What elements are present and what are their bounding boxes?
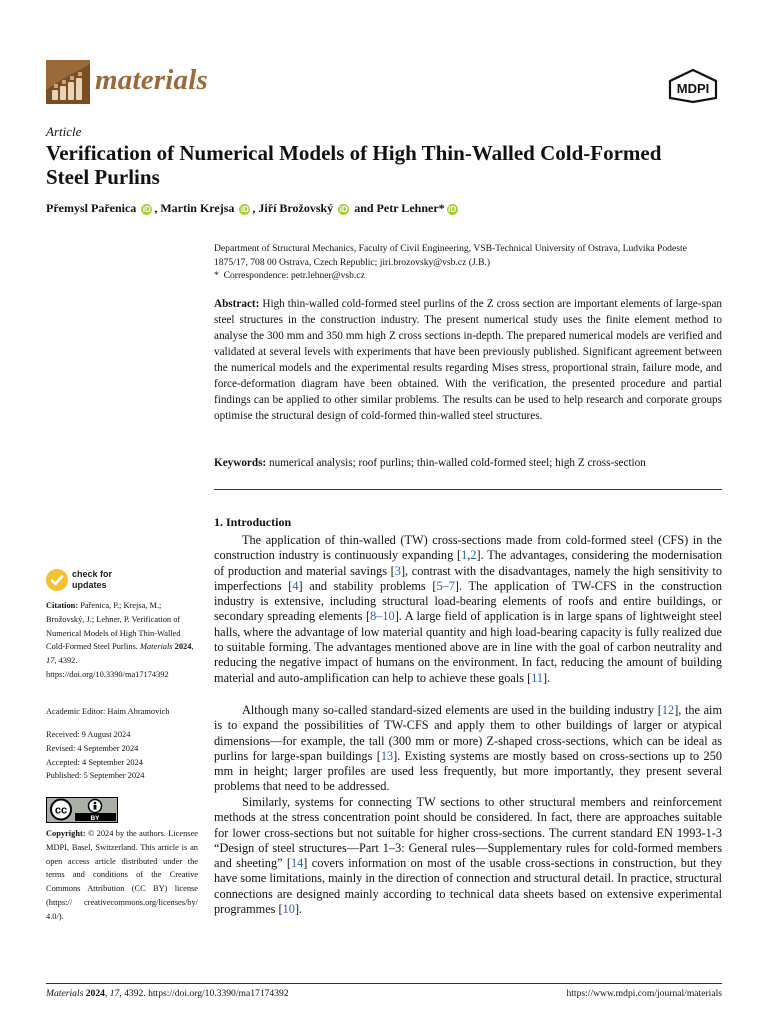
footer-journal-url[interactable]: https://www.mdpi.com/journal/materials bbox=[566, 988, 722, 999]
author-name[interactable]: Petr Lehner bbox=[376, 201, 439, 215]
footer-divider bbox=[46, 983, 722, 984]
author-separator: , bbox=[252, 201, 259, 215]
correspondence-marker: * bbox=[214, 270, 219, 281]
by-icon: BY bbox=[90, 815, 100, 821]
check-updates-icon bbox=[46, 569, 68, 591]
correspondence-line bbox=[214, 269, 722, 283]
body-paragraph: Similarly, systems for connecting TW sections to other structural members and reinforcement methods at the stress concentration point should be considered. In fact, there are approaches suitable for lower cross-sections but not suitable for higher cross-sections. The current standard EN 1993-1-3 “Design of steel structures—Part 1–3: General rules—Supplementary rules for cold-formed members and sheeting” [14] covers information on most of the usable cross-sections in construction, but they have some limitations, mainly in the direction of connection and structural detail. In practice, structural connections are designed mainly according to technical data sheets based on extensive experimental programmes [10]. bbox=[214, 795, 722, 917]
author-separator: and bbox=[351, 201, 377, 215]
check-updates-label: updates bbox=[72, 580, 107, 590]
abstract bbox=[214, 296, 722, 424]
article-title: Verification of Numerical Models of High Thin-Walled Cold-Formed Steel Purlins bbox=[46, 141, 662, 189]
mdpi-logo-icon[interactable] bbox=[666, 68, 720, 104]
footer-volume: 17 bbox=[109, 988, 120, 999]
corresponding-marker: * bbox=[438, 201, 445, 215]
citation-block: Citation: Pařenica, P.; Krejsa, M.; Brožovský, J.; Lehner, P. Verification of Numerical Models of High Thin-Walled Cold-Formed Steel Purlins. Materials 2024, 17, 4392. https://doi.org/10.3390/ma17174392 bbox=[46, 601, 194, 679]
orcid-icon[interactable]: iD bbox=[339, 204, 348, 214]
date-received: Received: 9 August 2024 bbox=[46, 730, 131, 739]
footer-citation: Materials 2024, 17, 4392. https://doi.org/10.3390/ma17174392 bbox=[46, 988, 289, 999]
body-paragraph: Although many so-called standard-sized elements are used in the building industry [12], the aim is to expand the possibilities of TW-CFS and apply them to other buildings of larger or atypical dimensions—for example, the tall (300 mm or more) Z-shaped cross-sections, which can be ideal as purlins for large-span buildings [13]. Existing systems are mostly based on cross-sections up to 250 mm in height; larger profiles are used less frequently, but more importantly, they present several problems that need to be addressed. bbox=[214, 703, 723, 794]
citation-link[interactable]: 2 bbox=[470, 548, 477, 563]
keywords bbox=[214, 455, 722, 471]
body-paragraph: The application of thin-walled (TW) cross-sections made from cold-formed steel (CFS) in the construction industry is continuously expanding [1,2]. The advantages, considering the modernisation of production and material savings [3], contrast with the disadvantages, namely the high sensitivity to imperfections [4] and stability problems [5–7]. The application of TW-CFS in the construction industry is extensive, including structural load-bearing elements of roofs and entire buildings, or secondary spreading elements [8–10]. A large field of application is in large spans of lightweight steel halls, where the advantage of low material quantity and high load-bearing capacity is fully realized due to suitable forming. The advantages mentioned above are in line with the goal of carbon neutrality and reducing the negative impact of humans on the environment. In fact, reducing the amount of building material and auto-amplification can help to achieve these goals [11]. bbox=[214, 533, 722, 685]
copyright-block bbox=[46, 827, 198, 924]
citation-doi[interactable]: , 4392. https://doi.org/10.3390/ma17174392 bbox=[46, 656, 169, 679]
footer-doi[interactable]: , 4392. https://doi.org/10.3390/ma17174392 bbox=[119, 988, 289, 999]
abstract-label: Abstract: bbox=[214, 298, 260, 310]
journal-logo-icon bbox=[46, 60, 90, 104]
article-type: Article bbox=[46, 124, 82, 139]
academic-editor: Academic Editor: Haim Abramovich bbox=[46, 707, 170, 716]
author-name[interactable]: Martin Krejsa bbox=[160, 201, 235, 215]
date-revised: Revised: 4 September 2024 bbox=[46, 743, 139, 753]
citation-journal: Materials bbox=[140, 642, 173, 652]
section-divider bbox=[214, 489, 722, 490]
section-heading: 1. Introduction bbox=[214, 515, 292, 529]
citation-link[interactable]: 4 bbox=[292, 578, 299, 593]
check-updates-label: check for bbox=[72, 569, 113, 579]
orcid-icon[interactable]: iD bbox=[240, 204, 249, 214]
citation-link[interactable]: 13 bbox=[380, 748, 394, 763]
author-separator: , bbox=[154, 201, 161, 215]
citation-text: Pařenica, P.; Krejsa, M.; Brožovský, J.; Lehner, P. Verification of Numerical Models of High Thin-Walled Cold-Formed Steel Purlins. bbox=[46, 601, 181, 652]
citation-volume: 17 bbox=[46, 656, 55, 666]
copyright-text: © 2024 by the authors. Licensee MDPI, Basel, Switzerland. This article is an open access article distributed under the terms and conditions of the Creative Commons Attribution (CC BY) license (https:// creativecommons.org/licenses/by/ 4.0/). bbox=[46, 829, 198, 921]
citation-link[interactable]: 11 bbox=[531, 670, 544, 685]
citation-link[interactable]: 8–10 bbox=[370, 609, 395, 624]
check-for-updates-button[interactable] bbox=[46, 568, 146, 594]
cc-by-license-badge[interactable] bbox=[46, 797, 118, 823]
affiliation-block bbox=[214, 242, 722, 283]
citation-link[interactable]: 1 bbox=[461, 548, 468, 563]
citation-link[interactable]: 3 bbox=[394, 563, 401, 578]
affiliation-text: Department of Structural Mechanics, Faculty of Civil Engineering, VSB-Technical University of Ostrava, Ludvika Podeste 1875/17, 708 00 Ostrava, Czech Republic; jiri.brozovsky@vsb.cz (J.B.) bbox=[214, 243, 687, 268]
citation-link[interactable]: 10 bbox=[282, 902, 295, 917]
footer-journal: Materials bbox=[46, 988, 84, 999]
footer-year: 2024 bbox=[85, 988, 105, 999]
dates-block bbox=[46, 728, 198, 783]
citation-link[interactable]: 5–7 bbox=[436, 578, 455, 593]
citation-label: Citation: bbox=[46, 601, 79, 610]
copyright-label: Copyright: bbox=[46, 829, 86, 838]
citation-link[interactable]: 12 bbox=[661, 703, 675, 717]
date-published: Published: 5 September 2024 bbox=[46, 771, 145, 781]
journal-name: materials bbox=[95, 64, 208, 96]
orcid-icon[interactable]: iD bbox=[142, 204, 151, 214]
author-list bbox=[46, 199, 460, 217]
abstract-text: High thin-walled cold-formed steel purlins of the Z cross section are important elements of large-span steel structures in the construction industry. The present numerical study uses the finite element method to analyse the 300 mm and 350 mm high Z cross sections in-depth. The prepared numerical models are verified and validated at several levels with experiments that have been previously published. Significant agreement between the numerical models and the experimental results regarding Mises stress, proportional strain, failure mode, and force-deformation diagram have been obtained. With the verification, the presented procedure and partial findings can be applied to other similar problems. The results can be used to help research and corporate groups optimise the structural design of cold-formed thin-walled steel structures. bbox=[214, 298, 723, 422]
citation-year: 2024 bbox=[174, 642, 192, 652]
author-name[interactable]: Jiří Brožovský bbox=[258, 201, 334, 215]
date-accepted: Accepted: 4 September 2024 bbox=[46, 757, 143, 767]
keywords-label: Keywords: bbox=[214, 457, 267, 469]
correspondence-text: Correspondence: petr.lehner@vsb.cz bbox=[223, 270, 365, 281]
citation-link[interactable]: 14 bbox=[291, 856, 304, 871]
keywords-text: numerical analysis; roof purlins; thin-walled cold-formed steel; high Z cross-section bbox=[269, 457, 646, 469]
orcid-icon[interactable]: iD bbox=[448, 204, 457, 214]
mdpi-logo-text: MDPI bbox=[676, 81, 710, 96]
author-name[interactable]: Přemysl Pařenica bbox=[46, 201, 137, 215]
cc-icon: cc bbox=[54, 804, 68, 817]
